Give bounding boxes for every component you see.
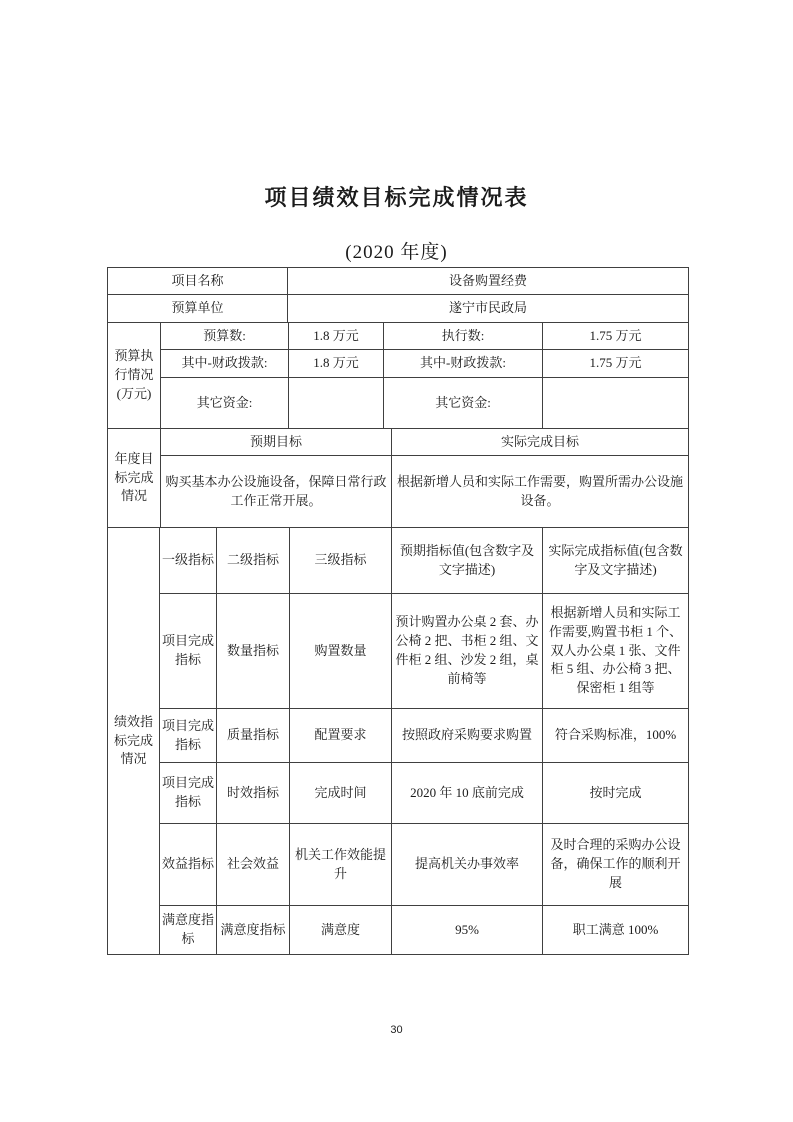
budget-label-cell: 执行数: (384, 323, 543, 350)
indicator-cell: 完成时间 (290, 763, 392, 824)
indicator-cell: 职工满意 100% (572, 921, 659, 937)
indicator-cell: 效益指标 (160, 824, 217, 906)
indicator-cell: 购置数量 (290, 594, 392, 709)
budget-value-cell: 1.75 万元 (543, 323, 688, 350)
indicator-cell: 2020 年 10 底前完成 (392, 763, 543, 824)
annual-section-header: 年度目标完成情况 (108, 429, 161, 528)
indicator-col-header: 一级指标 (160, 528, 217, 594)
indicator-cell: 满意度指标 (217, 906, 290, 954)
indicator-cell: 符合采购标准，100% (543, 709, 688, 763)
indicator-cell: 提高机关办事效率 (392, 824, 543, 906)
indicator-cell: 预计购置办公桌 2 套、办公椅 2 把、书柜 2 组、文件柜 2 组、沙发 2 组，桌前椅等 (392, 594, 543, 709)
actual-goal-header: 实际完成目标 (392, 429, 688, 456)
indicator-cell: 时效指标 (217, 763, 290, 824)
indicators-section (108, 528, 688, 954)
indicator-cell: 按照政府采购要求购置 (392, 709, 543, 763)
indicator-cell: 项目完成指标 (160, 709, 217, 763)
info-section (108, 268, 688, 323)
indicator-cell: 按时完成 (543, 763, 688, 824)
project-name-label: 项目名称 (108, 268, 288, 295)
indicator-cell: 社会效益 (217, 824, 290, 906)
indicator-cell: 数量指标 (217, 594, 290, 709)
indicator-cell: 项目完成指标 (160, 594, 217, 709)
indicators-section-header: 绩效指标完成情况 (108, 528, 160, 954)
indicator-col-header: 三级指标 (290, 528, 392, 594)
budget-label-cell: 预算数: (161, 323, 289, 350)
page-number: 30 (390, 1024, 403, 1036)
page-title: 项目绩效目标完成情况表 (264, 185, 529, 210)
annual-goal-section (108, 429, 688, 528)
budget-value-cell (289, 378, 384, 429)
page-subtitle: (2020 年度) (345, 242, 448, 263)
budget-value-cell: 1.8 万元 (289, 323, 384, 350)
budget-section-header: 预算执行情况(万元) (108, 323, 161, 429)
budget-label-cell: 其中-财政拨款: (384, 350, 543, 378)
indicator-cell: 根据新增人员和实际工作需要,购置书柜 1 个、双人办公桌 1 张、文件柜 5 组、办公椅 3 把、保密柜 1 组等 (543, 594, 688, 709)
budget-unit-value: 遂宁市民政局 (288, 295, 688, 323)
expected-goal-text: 购买基本办公设施设备，保障日常行政工作正常开展。 (161, 456, 392, 528)
budget-value-cell: 1.8 万元 (289, 350, 384, 378)
indicator-col-header: 二级指标 (217, 528, 290, 594)
indicator-cell: 满意度 (290, 906, 392, 954)
budget-label-cell: 其它资金: (384, 378, 543, 429)
budget-section (108, 323, 688, 429)
actual-goal-text: 根据新增人员和实际工作需要，购置所需办公设施设备。 (392, 456, 688, 528)
budget-unit-label: 预算单位 (108, 295, 288, 323)
budget-value-cell (543, 378, 688, 429)
performance-table (107, 267, 689, 955)
indicator-cell: 及时合理的采购办公设备，确保工作的顺利开展 (543, 824, 688, 906)
budget-label-cell: 其它资金: (161, 378, 289, 429)
indicator-cell: 机关工作效能提升 (290, 824, 392, 906)
budget-value-cell: 1.75 万元 (543, 350, 688, 378)
project-name-value: 设备购置经费 (288, 268, 688, 295)
indicator-cell: 95% (392, 906, 543, 954)
indicator-col-header: 实际完成指标值(包含数字及文字描述) (543, 528, 688, 594)
indicator-cell: 配置要求 (290, 709, 392, 763)
indicator-col-header: 预期指标值(包含数字及文字描述) (392, 528, 543, 594)
budget-label-cell: 其中-财政拨款: (161, 350, 289, 378)
indicator-cell: 质量指标 (217, 709, 290, 763)
expected-goal-header: 预期目标 (161, 429, 392, 456)
indicator-cell: 项目完成指标 (160, 763, 217, 824)
indicator-cell: 满意度指标 (160, 906, 217, 954)
